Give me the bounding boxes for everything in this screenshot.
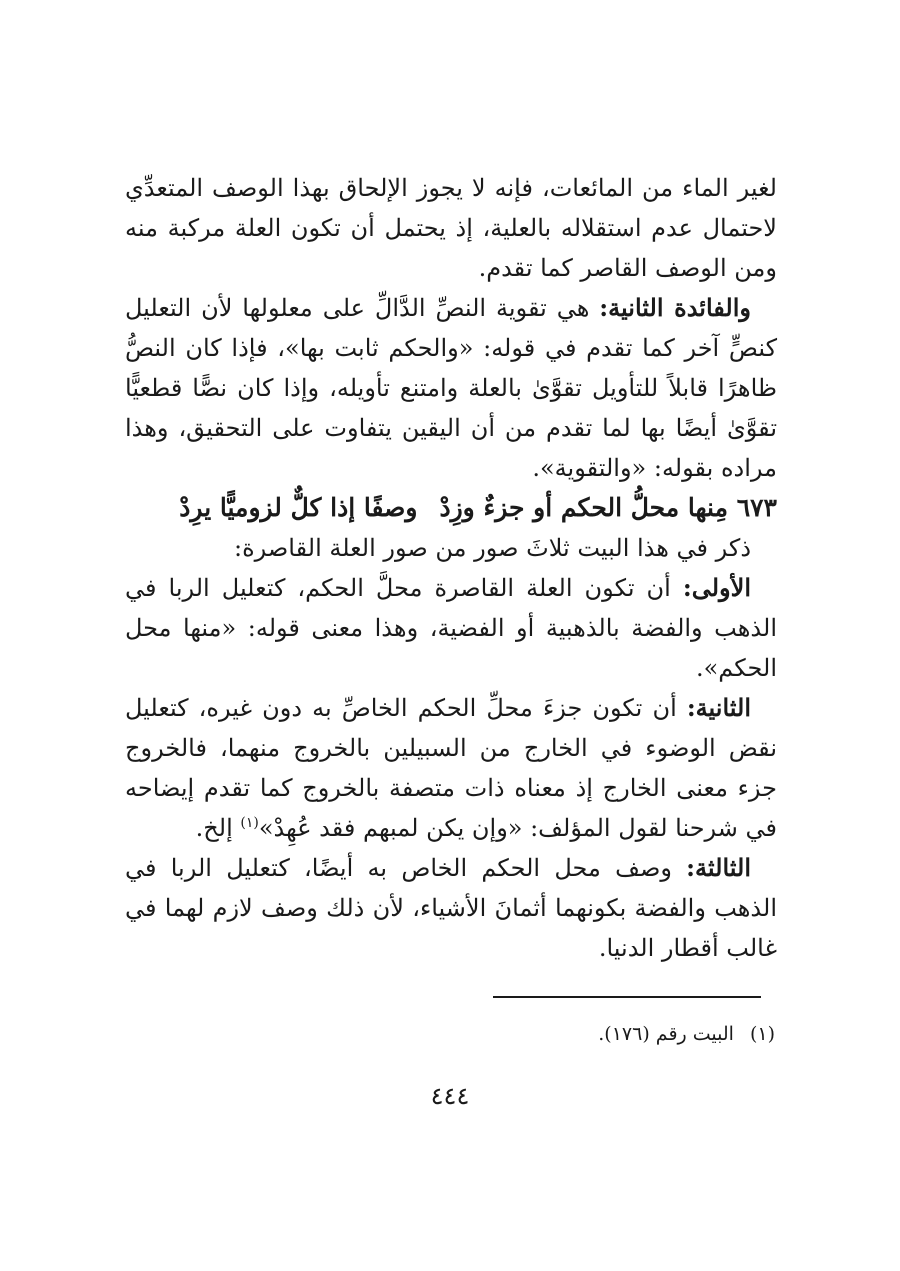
paragraph-2 [125, 288, 777, 488]
paragraph-4-heading: الأولى: [682, 573, 751, 602]
paragraph-6-heading: الثالثة: [686, 853, 751, 882]
page-number: ٤٤٤ [430, 1082, 470, 1110]
page-body [125, 168, 777, 968]
footnote [480, 1020, 775, 1048]
paragraph-1-text: لغير الماء من المائعات، فإنه لا يجوز الإلحاق بهذا الوصف المتعدِّي لاحتمال عدم استقلاله بالعلية، إذ يحتمل أن تكون العلة مركبة منه ومن الوصف القاصر كما تقدم. [125, 174, 777, 282]
verse-number: ٦٧٣ [736, 493, 777, 522]
paragraph-6-text: وصف محل الحكم الخاص به أيضًا، كتعليل الربا في الذهب والفضة بكونهما أثمانَ الأشياء، لأن ذلك وصف لازم لهما في غالب أقطار الدنيا. [125, 854, 777, 962]
paragraph-2-heading: والفائدة الثانية: [599, 293, 751, 322]
paragraph-5-tail: إلخ. [195, 814, 241, 842]
paragraph-5 [125, 688, 777, 848]
verse-line [125, 488, 777, 528]
paragraph-6 [125, 848, 777, 968]
footnote-separator [493, 996, 761, 998]
footnote-text: البيت رقم (١٧٦). [598, 1023, 734, 1045]
verse-first-hemistich: مِنها محلُّ الحكم أو جزءٌ وزِدْ [439, 493, 728, 522]
paragraph-5-heading: الثانية: [686, 693, 751, 722]
paragraph-4 [125, 568, 777, 688]
paragraph-2-text: هي تقوية النصِّ الدَّالِّ على معلولها لأن التعليل كنصٍّ آخر كما تقدم في قوله: «والحكم ثابت بها»، فإذا كان النصُّ ظاهرًا قابلاً للتأويل تقوَّىٰ بالعلة وامتنع تأويله، وإذا كان نصًّا قطعيًّا تقوَّىٰ أيضًا بها لما تقدم من أن اليقين يتفاوت على التحقيق، وهذا مراده بقوله: «والتقوية». [125, 294, 777, 482]
paragraph-1 [125, 168, 777, 288]
paragraph-5-text: أن تكون جزءَ محلِّ الحكم الخاصِّ به دون غيره، كتعليل نقض الوضوء في الخارج من السبيلين بالخروج منهما، فالخروج جزء معنى الخارج إذ معناه ذات متصفة بالخروج كما تقدم إيضاحه في شرحنا لقول المؤلف: «وإن يكن لمبهم فقد عُهِدْ» [125, 694, 778, 842]
footnote-number: (١) [749, 1023, 775, 1045]
paragraph-4-text: أن تكون العلة القاصرة محلَّ الحكم، كتعليل الربا في الذهب والفضة بالذهبية أو الفضية، وهذا معنى قوله: «منها محل الحكم». [125, 574, 777, 682]
verse-second-hemistich: وصفًا إذا كلٌّ لزوميًّا يرِدْ [179, 493, 418, 522]
paragraph-3 [125, 528, 777, 568]
footnote-reference[interactable]: (١) [240, 815, 259, 831]
paragraph-3-text: ذكر في هذا البيت ثلاثَ صور من صور العلة القاصرة: [234, 534, 751, 562]
